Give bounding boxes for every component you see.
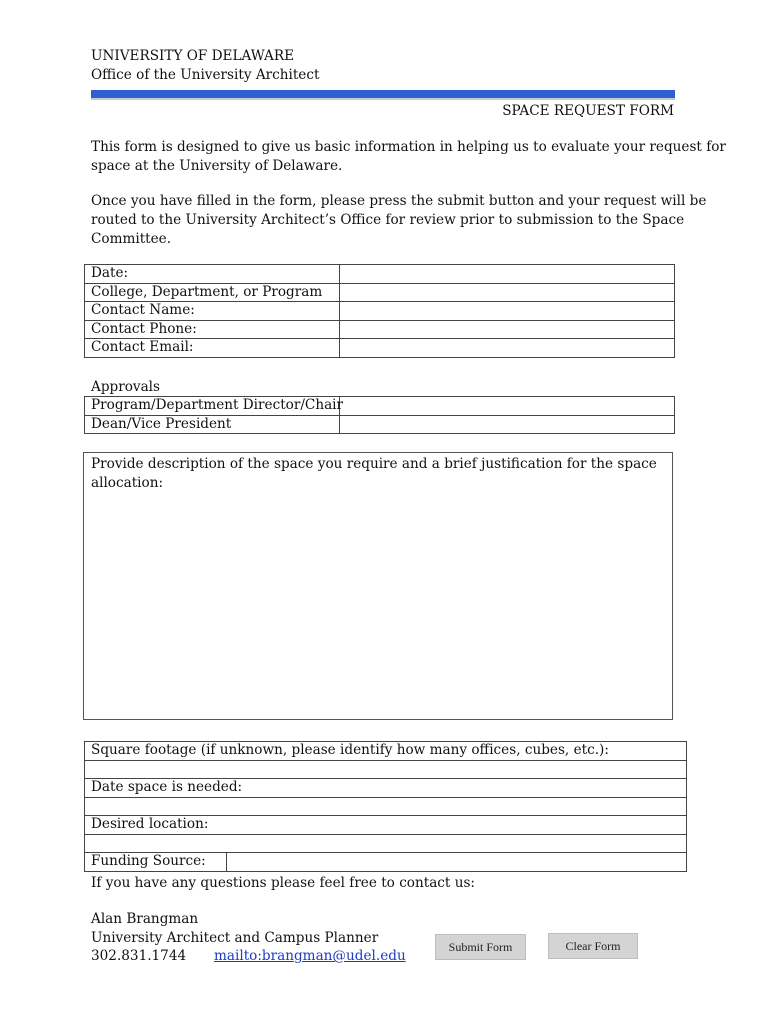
- submit-form-button[interactable]: Submit Form: [435, 934, 526, 960]
- contact-name-field[interactable]: [340, 302, 675, 321]
- date-field[interactable]: [340, 265, 675, 284]
- questions-text: If you have any questions please feel free to contact us:: [91, 875, 476, 891]
- college-label: College, Department, or Program: [85, 283, 340, 302]
- description-prompt: Provide description of the space you require and a brief justification for the space allocation:: [91, 456, 657, 491]
- table-row: [85, 760, 687, 779]
- header-rule-shadow: [91, 98, 675, 100]
- funding-source-field[interactable]: [227, 853, 687, 872]
- table-row: [85, 265, 675, 284]
- office-name: Office of the University Architect: [91, 67, 320, 83]
- table-row: [85, 834, 687, 853]
- college-field[interactable]: [340, 283, 675, 302]
- contact-name-label: Contact Name:: [85, 302, 340, 321]
- funding-source-label: Funding Source:: [85, 853, 227, 872]
- contact-email-label: Contact Email:: [85, 339, 340, 358]
- table-row: [85, 397, 675, 416]
- table-row: [85, 415, 675, 434]
- contact-info-table: [84, 264, 675, 358]
- table-row: [85, 320, 675, 339]
- contact-person-name: Alan Brangman: [91, 911, 199, 927]
- contact-email-field[interactable]: [340, 339, 675, 358]
- approvals-table: [84, 396, 675, 434]
- square-footage-field[interactable]: [85, 760, 687, 779]
- email-link[interactable]: mailto:brangman@udel.edu: [214, 948, 406, 964]
- approvals-heading: Approvals: [91, 379, 161, 395]
- table-row: [85, 853, 687, 872]
- description-textarea[interactable]: [83, 452, 673, 720]
- contact-phone-field[interactable]: [340, 320, 675, 339]
- director-chair-label: Program/Department Director/Chair: [85, 397, 340, 416]
- date-needed-field[interactable]: [85, 797, 687, 816]
- table-row: [85, 816, 687, 835]
- form-title: SPACE REQUEST FORM: [502, 103, 674, 119]
- table-row: [85, 779, 687, 798]
- intro-paragraph-1-line-1: This form is designed to give us basic information in helping us to evaluate your request for: [91, 139, 726, 155]
- dean-vp-field[interactable]: [340, 415, 675, 434]
- university-name: UNIVERSITY OF DELAWARE: [91, 48, 295, 64]
- dean-vp-label: Dean/Vice President: [85, 415, 340, 434]
- table-row: [85, 339, 675, 358]
- contact-person-title: University Architect and Campus Planner: [91, 930, 379, 946]
- intro-paragraph-2-line-1: Once you have filled in the form, please press the submit button and your request will be: [91, 193, 707, 209]
- date-label: Date:: [85, 265, 340, 284]
- header-rule: [91, 90, 675, 98]
- date-needed-label: Date space is needed:: [85, 779, 687, 798]
- intro-paragraph-2-line-3: Committee.: [91, 231, 172, 247]
- intro-paragraph-1-line-2: space at the University of Delaware.: [91, 158, 343, 174]
- desired-location-field[interactable]: [85, 834, 687, 853]
- square-footage-label: Square footage (if unknown, please identify how many offices, cubes, etc.):: [85, 742, 687, 761]
- contact-phone-label: Contact Phone:: [85, 320, 340, 339]
- director-chair-field[interactable]: [340, 397, 675, 416]
- intro-paragraph-2-line-2: routed to the University Architect’s Office for review prior to submission to the Space: [91, 212, 685, 228]
- table-row: [85, 283, 675, 302]
- contact-phone-number: 302.831.1744: [91, 948, 187, 964]
- clear-form-button[interactable]: Clear Form: [548, 933, 638, 959]
- space-details-table: [84, 741, 687, 872]
- table-row: [85, 797, 687, 816]
- table-row: [85, 302, 675, 321]
- desired-location-label: Desired location:: [85, 816, 687, 835]
- table-row: [85, 742, 687, 761]
